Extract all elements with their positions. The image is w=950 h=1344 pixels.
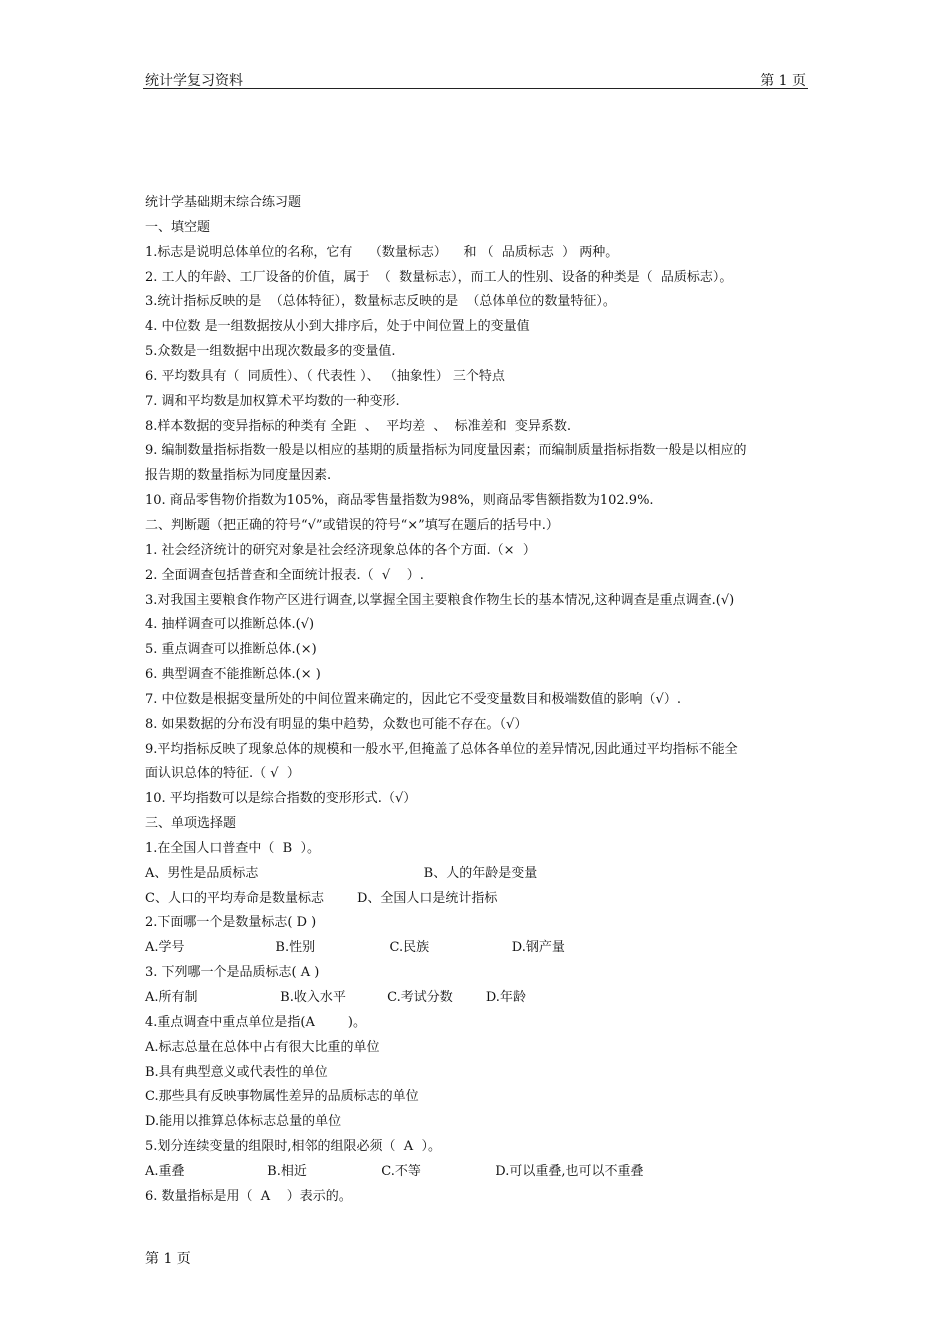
- header-rule: [143, 88, 808, 89]
- text-line: A.标志总量在总体中占有很大比重的单位: [145, 1039, 380, 1055]
- text-line: C、人口的平均寿命是数量标志 D、全国人口是统计指标: [145, 890, 498, 906]
- text-line: 6. 数量指标是用（ A ）表示的。: [145, 1188, 352, 1204]
- text-line: 3. 下列哪一个是品质标志( A ): [145, 965, 320, 981]
- text-line: 8. 如果数据的分布没有明显的集中趋势，众数也可能不存在。（√）: [145, 716, 528, 732]
- text-line: 4. 抽样调查可以推断总体.(√): [145, 617, 315, 633]
- text-line: 8.样本数据的变异指标的种类有 全距 、 平均差 、 标准差和 变异系数.: [145, 418, 571, 434]
- text-line: A.学号 B.性别 C.民族 D.钢产量: [145, 940, 565, 956]
- text-line: B.具有典型意义或代表性的单位: [145, 1064, 328, 1080]
- text-line: 3.对我国主要粮食作物产区进行调查,以掌握全国主要粮食作物生长的基本情况,这种调查是重点调查.(√): [145, 592, 735, 608]
- header-title: 统计学复习资料: [145, 73, 243, 89]
- text-line: 5. 重点调查可以推断总体.(×): [145, 642, 317, 658]
- text-line: 4. 中位数 是一组数据按从小到大排序后，处于中间位置上的变量值: [145, 319, 530, 335]
- text-line: 1.在全国人口普查中（ B ）。: [145, 840, 320, 856]
- text-line: C.那些具有反映事物属性差异的品质标志的单位: [145, 1089, 419, 1105]
- text-line: 4.重点调查中重点单位是指(A )。: [145, 1014, 366, 1030]
- text-line: 2.下面哪一个是数量标志( D ): [145, 915, 317, 931]
- text-line: 2. 全面调查包括普查和全面统计报表.（ √ ）.: [145, 567, 424, 583]
- text-line: 一、填空题: [145, 219, 211, 235]
- text-line: 报告期的数量指标为同度量因素.: [145, 468, 332, 484]
- header-page-number: 第 1 页: [760, 73, 806, 89]
- text-line: 7. 调和平均数是加权算术平均数的一种变形.: [145, 393, 400, 409]
- text-line: 7. 中位数是根据变量所处的中间位置来确定的，因此它不受变量数目和极端数值的影响（√）.: [145, 691, 681, 707]
- text-line: 10. 平均指数可以是综合指数的变形形式.（√）: [145, 791, 417, 807]
- text-line: 1. 社会经济统计的研究对象是社会经济现象总体的各个方面.（× ）: [145, 542, 536, 558]
- text-line: 三、单项选择题: [145, 816, 237, 832]
- text-line: A.重叠 B.相近 C.不等 D.可以重叠,也可以不重叠: [145, 1163, 644, 1179]
- text-line: 9.平均指标反映了现象总体的规模和一般水平,但掩盖了总体各单位的差异情况,因此通过平均指标不能全: [145, 741, 738, 757]
- text-line: 5.众数是一组数据中出现次数最多的变量值.: [145, 344, 396, 360]
- text-line: 3.统计指标反映的是 （总体特征），数量标志反映的是 （总体单位的数量特征）。: [145, 294, 616, 310]
- footer-page-number: 第 1 页: [145, 1251, 191, 1267]
- text-line: 面认识总体的特征.（ √ ）: [145, 766, 300, 782]
- text-line: 6. 典型调查不能推断总体.(× ): [145, 667, 321, 683]
- text-line: 2. 工人的年龄、工厂设备的价值，属于 （ 数量标志），而工人的性别、设备的种类是（ 品质标志）。: [145, 269, 733, 285]
- text-line: A.所有制 B.收入水平 C.考试分数 D.年龄: [145, 990, 526, 1005]
- text-line: 9. 编制数量指标指数一般是以相应的基期的质量指标为同度量因素；而编制质量指标指数一般是以相应的: [145, 443, 747, 459]
- text-line: 1.标志是说明总体单位的名称，它有 （数量标志） 和 （ 品质标志 ） 两种。: [145, 244, 619, 260]
- text-line: 6. 平均数具有（ 同质性）、（ 代表性 ）、 （抽象性） 三个特点: [145, 368, 505, 384]
- text-line: 二、判断题（把正确的符号“√”或错误的符号“×”填写在题后的括号中.）: [145, 517, 559, 533]
- text-line: A、男性是品质标志 B、人的年龄是变量: [145, 865, 538, 881]
- text-line: 10. 商品零售物价指数为105%，商品零售量指数为98%，则商品零售额指数为102.9%.: [145, 493, 654, 509]
- text-line: D.能用以推算总体标志总量的单位: [145, 1114, 342, 1130]
- text-line: 统计学基础期末综合练习题: [145, 195, 302, 210]
- text-line: 5.划分连续变量的组限时,相邻的组限必须（ A ）。: [145, 1139, 441, 1155]
- document-body: [145, 191, 825, 1210]
